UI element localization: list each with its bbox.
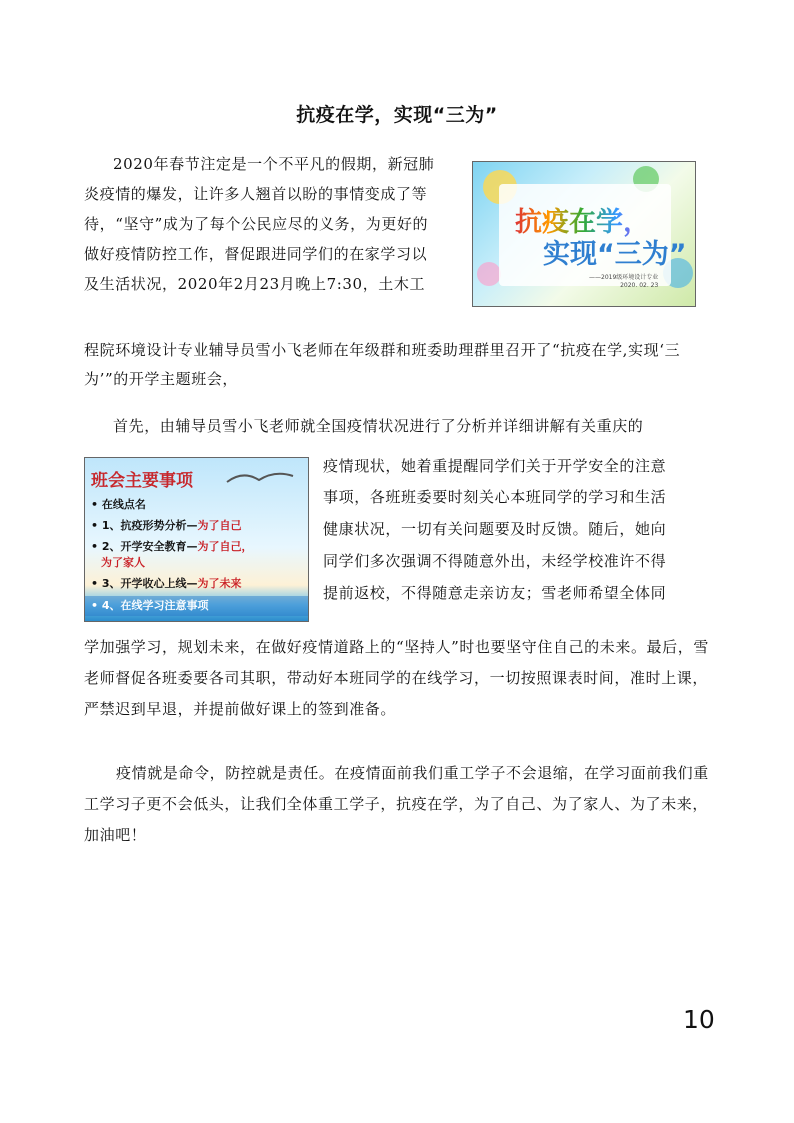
agenda-item: • 在线点名 [91, 498, 146, 511]
para2-line-6: 提前返校，不得随意走亲访友；雪老师希望全体同 [323, 584, 667, 602]
banner-line-2: 实现“三为” [543, 239, 687, 270]
para1-line-5: 及生活状况，2020年2月23月晚上7:30，土木工 [84, 275, 426, 293]
para2-continued: 学加强学习，规划未来，在做好疫情道路上的“坚持人”时也要坚守住自己的未来。最后，雪老师督促各班委要各司其职，带动好本班同学的在线学习，一切按照课表时间，准时上课，严禁迟到早退，并提前做好课上的签到准备。 [84, 638, 709, 718]
para1-continued: 程院环境设计专业辅导员雪小飞老师在年级群和班委助理群里召开了“抗疫在学,实现‘三为’”的开学主题班会， [84, 341, 681, 388]
para1-line-1: 2020年春节注定是一个不平凡的假期，新冠肺 [113, 155, 435, 173]
meeting-agenda-image [84, 457, 309, 622]
agenda-item: • 1、抗疫形势分析—为了自己 [91, 519, 242, 532]
para2-line-3: 事项，各班班委要时刻关心本班同学的学习和生活 [323, 488, 667, 506]
page-number: 10 [683, 1005, 715, 1034]
class-meeting-banner-image [472, 161, 696, 307]
decor-circle [477, 262, 501, 286]
para2-line-2: 疫情现状，她着重提醒同学们关于开学安全的注意 [323, 457, 667, 475]
banner-line-1: 抗疫在学， [515, 207, 650, 238]
agenda-item: • 4、在线学习注意事项 [91, 599, 209, 612]
agenda-item: • 3、开学收心上线—为了未来 [91, 577, 242, 590]
agenda-item: • 2、开学安全教育—为了自己， [91, 540, 253, 553]
para1-line-3: 待，“坚守”成为了每个公民应尽的义务，为更好的 [84, 215, 429, 233]
agenda-item: 为了家人 [101, 556, 145, 569]
seagull-icon [225, 468, 295, 490]
para2-line-1: 首先，由辅导员雪小飞老师就全国疫情状况进行了分析并详细讲解有关重庆的 [113, 417, 644, 435]
para1-line-4: 做好疫情防控工作，督促跟进同学们的在家学习以 [84, 245, 428, 263]
agenda-heading: 班会主要事项 [91, 471, 193, 491]
para2-line-4: 健康状况，一切有关问题要及时反馈。随后，她向 [323, 520, 667, 538]
para2-line-5: 同学们多次强调不得随意外出，未经学校准许不得 [323, 552, 667, 570]
article-title: 抗疫在学，实现“三为” [296, 104, 498, 126]
para1-line-2: 炎疫情的爆发，让许多人翘首以盼的事情变成了等 [84, 185, 428, 203]
banner-caption: ——2019级环境设计专业 2020. 02. 23 [589, 274, 659, 289]
para3: 疫情就是命令，防控就是责任。在疫情面前我们重工学子不会退缩，在学习面前我们重工学习子更不会低头，让我们全体重工学子，抗疫在学，为了自己、为了家人、为了未来，加油吧！ [84, 764, 709, 844]
